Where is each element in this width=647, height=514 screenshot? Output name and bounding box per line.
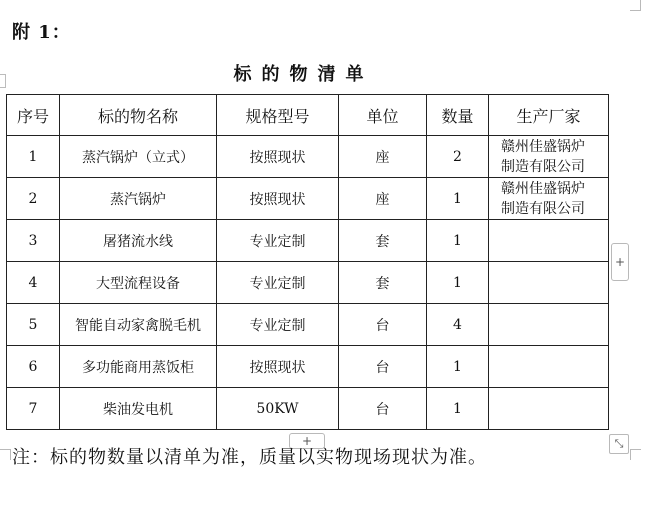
cell-spec: 按照现状 — [217, 346, 339, 388]
header-cell-no: 序号 — [7, 95, 60, 136]
cell-name: 蒸汽锅炉 — [60, 178, 217, 220]
cell-qty: 2 — [427, 136, 489, 178]
cell-qty: 1 — [427, 388, 489, 430]
cell-unit: 座 — [339, 178, 427, 220]
add-row-button[interactable]: + — [611, 243, 629, 281]
cell-manufacturer — [489, 304, 609, 346]
cell-no: 2 — [7, 178, 60, 220]
footnote: 注：标的物数量以清单为准，质量以实物现场现状为准。 — [12, 447, 487, 468]
cell-manufacturer — [489, 220, 609, 262]
table-row — [7, 346, 609, 388]
cell-spec: 专业定制 — [217, 262, 339, 304]
page-corner-mark-bottom-right — [630, 449, 641, 460]
cell-name: 屠猪流水线 — [60, 220, 217, 262]
manufacturer-line-1: 赣州佳盛锅炉 — [501, 138, 585, 155]
cell-unit: 台 — [339, 388, 427, 430]
attachment-heading: 附 1： — [12, 22, 71, 43]
header-cell-spec: 规格型号 — [217, 95, 339, 136]
cell-name: 柴油发电机 — [60, 388, 217, 430]
page-corner-mark-top-right — [630, 0, 641, 11]
manufacturer-line-2: 制造有限公司 — [501, 200, 585, 217]
table-row — [7, 178, 609, 220]
header-cell-unit: 单位 — [339, 95, 427, 136]
table-row — [7, 304, 609, 346]
add-column-button[interactable]: + — [289, 433, 325, 449]
cell-spec: 按照现状 — [217, 178, 339, 220]
cell-no: 3 — [7, 220, 60, 262]
cell-manufacturer — [489, 178, 609, 220]
cell-manufacturer — [489, 262, 609, 304]
table-move-handle[interactable] — [0, 74, 6, 88]
manufacturer-line-1: 赣州佳盛锅炉 — [501, 180, 585, 197]
header-cell-name: 标的物名称 — [60, 95, 217, 136]
cell-name: 智能自动家禽脱毛机 — [60, 304, 217, 346]
cell-name: 多功能商用蒸饭柜 — [60, 346, 217, 388]
manufacturer-line-2: 制造有限公司 — [501, 158, 585, 175]
list-title: 标的物清单 — [233, 64, 374, 85]
page-corner-mark-bottom-left — [0, 449, 11, 460]
cell-qty: 1 — [427, 262, 489, 304]
cell-no: 6 — [7, 346, 60, 388]
cell-qty: 1 — [427, 220, 489, 262]
table-row — [7, 220, 609, 262]
table-header-row — [7, 95, 609, 136]
cell-no: 7 — [7, 388, 60, 430]
cell-unit: 台 — [339, 346, 427, 388]
cell-unit: 台 — [339, 304, 427, 346]
cell-no: 4 — [7, 262, 60, 304]
cell-no: 5 — [7, 304, 60, 346]
cell-qty: 1 — [427, 346, 489, 388]
table-row — [7, 388, 609, 430]
cell-unit: 座 — [339, 136, 427, 178]
cell-qty: 1 — [427, 178, 489, 220]
table-row — [7, 136, 609, 178]
items-table — [6, 94, 609, 430]
header-cell-manufacturer: 生产厂家 — [489, 95, 609, 136]
cell-no: 1 — [7, 136, 60, 178]
cell-unit: 套 — [339, 220, 427, 262]
cell-spec: 50KW — [217, 388, 339, 430]
cell-name: 大型流程设备 — [60, 262, 217, 304]
cell-qty: 4 — [427, 304, 489, 346]
cell-spec: 按照现状 — [217, 136, 339, 178]
cell-manufacturer — [489, 346, 609, 388]
table-row — [7, 262, 609, 304]
cell-manufacturer — [489, 136, 609, 178]
cell-name: 蒸汽锅炉（立式） — [60, 136, 217, 178]
cell-unit: 套 — [339, 262, 427, 304]
cell-spec: 专业定制 — [217, 304, 339, 346]
cell-spec: 专业定制 — [217, 220, 339, 262]
header-cell-qty: 数量 — [427, 95, 489, 136]
cell-manufacturer — [489, 388, 609, 430]
table-resize-icon[interactable]: ⤡ — [609, 434, 629, 454]
